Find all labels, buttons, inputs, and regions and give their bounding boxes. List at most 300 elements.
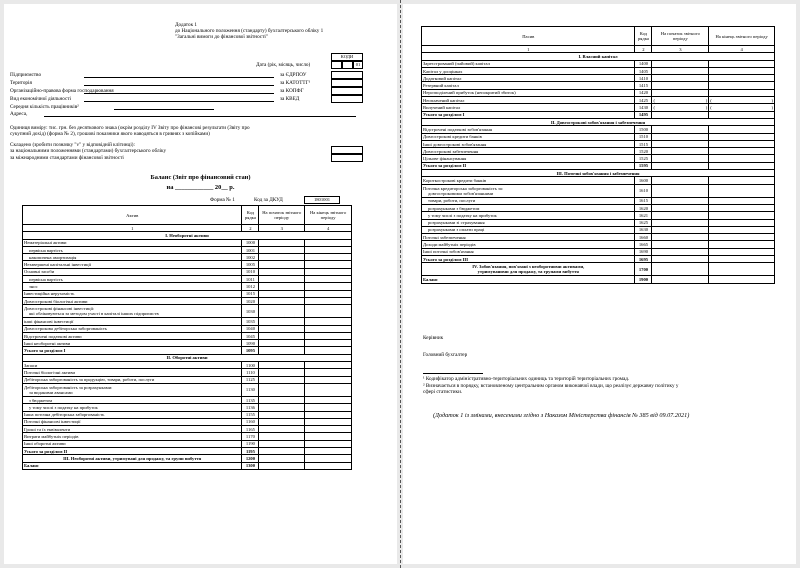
row-code: 1630 [635,226,652,233]
row-label [23,362,242,369]
row-code: 1002 [242,254,259,261]
row-label [23,462,242,469]
value-start-cell[interactable] [652,162,709,169]
employees-label: Середня кількість працівників² [10,104,79,110]
code-row-code-cell[interactable] [331,95,363,103]
code-row-field[interactable] [84,101,274,102]
value-start-cell[interactable] [259,318,305,325]
value-end-cell[interactable]: ( ) [710,97,773,103]
row-code: 1100 [242,362,259,369]
table-row [23,276,352,283]
row-code: 1095 [242,347,259,354]
row-code: 1005 [242,261,259,268]
table-header-row [23,206,352,225]
code-row-code-cell[interactable] [331,79,363,87]
row-label [23,396,242,403]
address-field[interactable] [44,116,356,117]
row-label-text: Баланс [423,276,438,282]
value-end-cell[interactable] [305,369,352,376]
row-code: 1110 [242,369,259,376]
code-row-field[interactable] [84,85,274,86]
value-start-cell[interactable] [259,305,305,318]
value-start-cell[interactable] [652,148,709,155]
row-label-text: Цільове фінансування [423,156,467,162]
table-number-cell: 2 [635,46,652,53]
value-start-cell[interactable] [652,89,709,96]
value-start-cell[interactable] [259,426,305,433]
checkbox-ifrs[interactable] [331,154,363,162]
row-code: 1130 [242,383,259,396]
value-end-cell[interactable] [305,318,352,325]
row-label [422,75,635,82]
table-number-cell: 3 [652,46,709,53]
table-row [422,162,775,169]
table-row [422,126,775,133]
row-label [422,89,635,96]
code-row-label: Організаційно-правова форма господарювання [10,88,114,94]
value-end-cell[interactable] [305,239,352,246]
value-end-cell[interactable] [709,212,775,219]
row-label [422,60,635,67]
table-row [422,118,775,125]
value-end-cell[interactable] [305,290,352,297]
value-start-cell[interactable] [652,140,709,147]
date-year-cell[interactable] [331,61,342,69]
row-code: 1410 [635,75,652,82]
row-label [422,82,635,89]
value-end-cell[interactable] [305,411,352,418]
table-row [422,204,775,211]
table-number-cell: 2 [242,225,259,232]
table-row [23,376,352,383]
table-row [23,332,352,339]
value-end-cell[interactable] [305,283,352,290]
value-start-cell[interactable] [259,347,305,354]
value-end-cell[interactable] [709,263,775,276]
table-row [23,347,352,354]
value-end-cell[interactable] [709,241,775,248]
table-row [23,290,352,297]
row-label-text: накопичена амортизація [29,254,77,260]
row-code: 1690 [635,248,652,255]
row-label-text: III. Необоротні активи, утримувані для продажу, та групи вибуття [63,455,202,461]
value-start-cell[interactable] [259,297,305,304]
value-start-cell[interactable] [259,239,305,246]
table-row [422,155,775,162]
value-start-cell[interactable] [259,268,305,275]
value-start-cell[interactable] [259,246,305,253]
table-row [422,263,775,276]
value-end-cell[interactable] [709,226,775,233]
value-end-cell[interactable] [709,75,775,82]
code-row-code-label: за ЄДРПОУ [280,72,307,78]
code-row-code-cell[interactable] [331,87,363,95]
row-label-text-2: довгостроковими зобов'язаннями [428,190,494,196]
table-row [422,197,775,204]
row-label [23,404,242,411]
value-start-cell[interactable] [259,369,305,376]
row-label [23,411,242,418]
row-label-text: Усього за розділом II [24,448,68,454]
table-row [23,261,352,268]
table-row [422,184,775,197]
value-end-cell[interactable] [709,89,775,96]
table-row [422,234,775,241]
table-header-row [422,27,775,46]
row-code: 1660 [635,234,652,241]
value-end-cell[interactable] [709,82,775,89]
employees-field[interactable] [114,109,214,110]
value-end-cell[interactable] [305,404,352,411]
value-start-cell[interactable] [259,448,305,455]
row-code: 1621 [635,212,652,219]
liabilities-table [421,26,775,284]
compiled-label: Складено (зробити позначку "v" у відповідній клітинці): [10,142,135,148]
table-row [422,212,775,219]
value-end-cell[interactable] [709,197,775,204]
row-code: 1300 [242,462,259,469]
row-code: 1625 [635,219,652,226]
row-label [23,383,242,396]
value-start-cell[interactable] [259,290,305,297]
row-label [23,426,242,433]
value-start-cell[interactable] [652,82,709,89]
value-end-cell[interactable] [305,362,352,369]
code-row-field[interactable] [84,77,274,78]
row-label [23,347,242,354]
value-start-cell[interactable] [259,340,305,347]
value-end-cell[interactable] [305,297,352,304]
row-label [23,455,242,462]
table-row [23,396,352,403]
value-end-cell[interactable] [305,276,352,283]
value-start-cell[interactable] [259,362,305,369]
codes-title: КОДИ [331,53,363,61]
row-label [23,239,242,246]
table-row [23,369,352,376]
row-label [23,318,242,325]
row-code: 1045 [242,332,259,339]
row-label [23,332,242,339]
table-row [23,426,352,433]
value-end-cell[interactable] [709,162,775,169]
value-end-cell[interactable] [709,111,775,118]
row-label-text: Капітал у дооцінках [423,68,463,74]
row-code: 1515 [635,140,652,147]
row-label-text-2: які обліковуються за методом участі в капіталі інших підприємств [29,311,159,317]
row-label-text: первісна вартість [29,276,63,282]
row-code: 1595 [635,162,652,169]
value-end-cell[interactable] [305,340,352,347]
value-end-cell[interactable] [305,347,352,354]
value-start-cell[interactable] [259,462,305,469]
value-end-cell[interactable] [709,67,775,74]
row-label [23,305,242,318]
table-row [422,67,775,74]
row-code: 1510 [635,133,652,140]
value-start-cell[interactable] [259,418,305,425]
value-start-cell[interactable] [652,111,709,118]
value-end-cell[interactable] [305,325,352,332]
value-start-cell[interactable] [259,376,305,383]
value-start-cell[interactable] [652,67,709,74]
value-start-cell[interactable] [652,241,709,248]
row-label [23,246,242,253]
table-header-cell: Код рядка [635,27,652,46]
row-label [23,433,242,440]
table-row [422,256,775,263]
row-label [422,148,635,155]
form-number: Форма № 1 [210,197,235,203]
table-number-cell: 4 [709,46,775,53]
value-end-cell[interactable] [305,396,352,403]
value-start-cell[interactable] [652,212,709,219]
row-label-text: Поточна кредиторська заборгованість за: [423,185,504,191]
table-row [23,246,352,253]
code-row-code-label: за КВЕД [280,96,300,102]
row-label [422,184,635,197]
addendum-line3: "Загальні вимоги до фінансової звітності" [175,34,268,40]
value-end-cell[interactable] [305,332,352,339]
table-row [23,325,352,332]
value-start-cell[interactable] [652,256,709,263]
table-row [23,448,352,455]
value-end-cell[interactable] [709,140,775,147]
table-header-cell: На кінець звітного періоду [709,27,775,46]
code-row-code-cell[interactable] [331,71,363,79]
value-start-cell[interactable] [652,126,709,133]
value-end-cell[interactable] [305,426,352,433]
value-end-cell[interactable] [305,448,352,455]
row-label-text: знос [29,284,38,290]
value-end-cell[interactable] [709,148,775,155]
value-end-cell[interactable] [305,305,352,318]
row-label-text: Неоплачений капітал [423,97,465,103]
dkud-code: 1801001 [304,196,340,204]
row-code: 1700 [635,263,652,276]
value-start-cell[interactable] [652,248,709,255]
value-start-cell[interactable] [259,433,305,440]
value-start-cell[interactable] [259,261,305,268]
code-row-label: Територія [10,80,32,86]
table-row [422,75,775,82]
value-start-cell[interactable] [259,411,305,418]
value-end-cell[interactable] [709,155,775,162]
table-row [422,219,775,226]
code-row-code-label: за КОПФГ [280,88,304,94]
value-start-cell[interactable] [652,234,709,241]
row-label [23,325,242,332]
row-label [23,254,242,261]
value-end-cell[interactable] [709,248,775,255]
value-start-cell[interactable] [259,440,305,447]
row-label [422,241,635,248]
row-label [422,204,635,211]
checkbox-national-standards[interactable] [331,146,363,154]
value-end-cell[interactable] [709,126,775,133]
table-row [23,318,352,325]
value-end-cell[interactable] [305,418,352,425]
row-label-text: розрахунками з оплати праці [428,227,485,233]
row-label-text: Поточні забезпечення [423,234,466,240]
row-label-text: Гроші та їх еквіваленти [24,426,71,432]
value-start-cell[interactable] [259,404,305,411]
section-heading: II. Оборотні активи [23,354,352,361]
value-end-cell[interactable] [709,177,775,184]
row-label [23,369,242,376]
row-label-text: Доходи майбутніх періодів [423,242,476,248]
value-start-cell[interactable] [652,276,709,283]
value-start-cell[interactable] [652,184,709,197]
row-label [23,448,242,455]
footnote-2a: ² Визначається в порядку, встановленому центральним органом виконавчої влади, що реалізує державну політику у [423,383,679,389]
table-row [23,462,352,469]
table-row [422,276,775,283]
value-end-cell[interactable] [305,261,352,268]
table-row [23,418,352,425]
value-start-cell[interactable] [259,276,305,283]
value-start-cell[interactable] [259,283,305,290]
table-row [23,268,352,275]
value-start-cell[interactable] [652,60,709,67]
value-start-cell[interactable]: ( ) [653,105,708,111]
section-heading: I. Необоротні активи [23,232,352,239]
row-label-text: Баланс [24,463,39,469]
date-month-cell[interactable] [342,61,353,69]
row-label [422,263,635,276]
row-label-text: Інші поточні зобов'язання [423,249,474,255]
value-start-cell[interactable] [652,155,709,162]
row-code: 1160 [242,418,259,425]
row-label-text: Поточні фінансові інвестиції [24,419,81,425]
row-code: 1520 [635,148,652,155]
table-row [422,226,775,233]
value-start-cell[interactable]: ( ) [653,97,708,103]
value-start-cell[interactable] [652,133,709,140]
row-label-text: Інші оборотні активи [24,441,66,447]
value-end-cell[interactable] [305,440,352,447]
row-label-text: Дебіторська заборгованість за продукцію, товари, роботи, послуги [24,377,155,383]
value-start-cell[interactable] [652,204,709,211]
row-label-text: Поточні біологічні активи [24,369,75,375]
value-end-cell[interactable] [305,376,352,383]
table-row [23,362,352,369]
value-end-cell[interactable] [709,60,775,67]
value-start-cell[interactable] [652,75,709,82]
value-start-cell[interactable] [259,325,305,332]
table-row [422,89,775,96]
row-label-text: Усього за розділом I [423,112,465,118]
value-end-cell[interactable]: ( ) [710,105,773,111]
row-label [422,177,635,184]
value-end-cell[interactable] [709,234,775,241]
row-label-text: Інші довгострокові зобов'язання [423,141,487,147]
value-start-cell[interactable] [259,383,305,396]
table-header-cell: На початок звітного періоду [259,206,305,225]
row-code: 1495 [635,111,652,118]
row-label-text: Відстрочені податкові активи [24,333,82,339]
row-code: 1415 [635,82,652,89]
value-start-cell[interactable] [652,219,709,226]
value-end-cell[interactable] [709,219,775,226]
row-label-text-2: утримуваними для продажу, та групами вибуття [477,269,579,275]
row-code: 1500 [635,126,652,133]
row-code: 1010 [242,268,259,275]
value-start-cell[interactable] [652,177,709,184]
row-label-text: Довгострокова дебіторська заборгованість [24,326,107,332]
row-code: 1035 [242,318,259,325]
row-label [23,297,242,304]
value-end-cell[interactable] [709,276,775,283]
value-start-cell[interactable] [259,396,305,403]
code-row-field[interactable] [84,93,274,94]
table-row [23,239,352,246]
row-label [422,219,635,226]
row-label [23,440,242,447]
table-row [422,60,775,67]
row-label-text: Витрати майбутніх періодів [24,434,79,440]
row-label-text-2: за виданими авансами [29,389,73,395]
row-label-text: IV. Зобов'язання, пов'язані з необоротними активами, [472,264,585,270]
table-row [23,297,352,304]
row-label [23,283,242,290]
value-end-cell[interactable] [305,383,352,396]
table-header-cell: Актив [23,206,242,225]
date-day-cell[interactable]: 01 [353,61,363,69]
table-row [422,104,775,111]
value-end-cell[interactable] [305,433,352,440]
row-label [422,111,635,118]
row-code: 1190 [242,440,259,447]
row-code: 1001 [242,246,259,253]
value-start-cell[interactable] [652,197,709,204]
page-divider [400,0,401,568]
row-code: 1600 [635,177,652,184]
table-row [422,140,775,147]
table-header-cell: Код рядка [242,206,259,225]
table-number-cell: 4 [305,225,352,232]
amendment-note: (Додаток 1 із змінами, внесеними згідно з Наказом Міністерства фінансів № 385 від 09.07.2021) [433,412,690,419]
row-code: 1900 [635,276,652,283]
row-code: 1090 [242,340,259,347]
value-end-cell[interactable] [709,204,775,211]
value-start-cell[interactable] [259,455,305,462]
row-label-text: Інша поточна дебіторська заборгованість [24,412,105,418]
value-start-cell[interactable] [259,332,305,339]
value-end-cell[interactable] [305,462,352,469]
row-label-text: Усього за розділом II [423,163,467,169]
value-end-cell[interactable] [305,246,352,253]
address-label: Адреса, [10,111,28,117]
value-start-cell[interactable] [259,254,305,261]
value-end-cell[interactable] [709,133,775,140]
value-end-cell[interactable] [709,184,775,197]
value-end-cell[interactable] [305,455,352,462]
table-header-cell: Пасив [422,27,635,46]
value-end-cell[interactable] [709,256,775,263]
row-code: 1405 [635,67,652,74]
row-code: 1610 [635,184,652,197]
value-end-cell[interactable] [305,268,352,275]
value-end-cell[interactable] [305,254,352,261]
addendum-line1: Додаток 1 [175,22,197,28]
footnote-2b: сфері статистики. [423,389,463,395]
row-code: 1620 [635,204,652,211]
row-label-text: Довгострокові кредити банків [423,134,482,140]
value-start-cell[interactable] [652,226,709,233]
table-row [23,340,352,347]
value-start-cell[interactable] [652,263,709,276]
